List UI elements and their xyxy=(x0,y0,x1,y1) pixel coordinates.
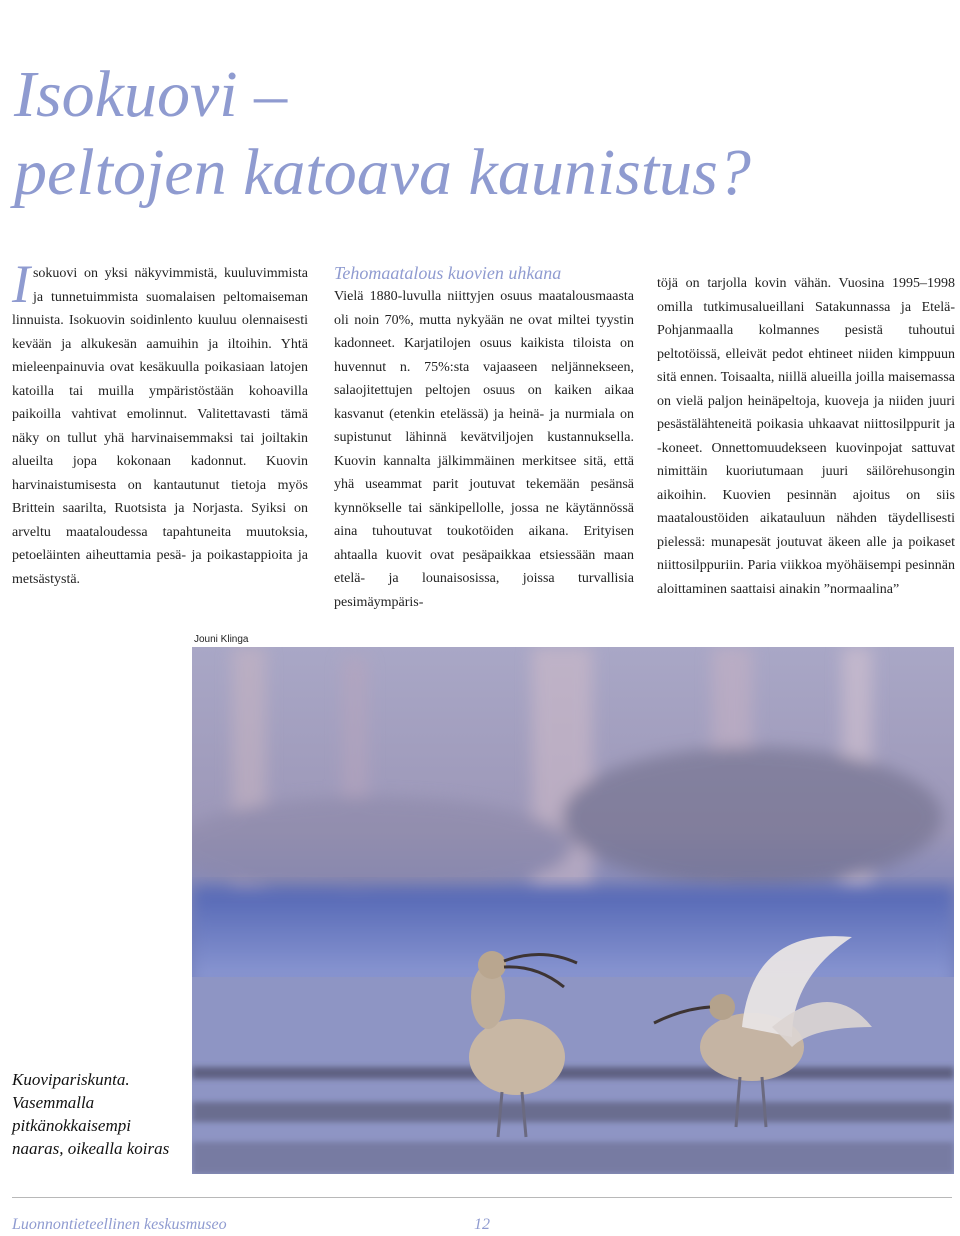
title-line-1: Isokuovi – xyxy=(14,58,288,131)
photo-credit: Jouni Klinga xyxy=(194,634,249,645)
section-column xyxy=(334,262,634,614)
continuation-text: töjä on tarjolla kovin vähän. Vuosina 1995–1998 omilla tutkimusalueillani Satakunnassa ja Etelä-Pohjanmaalla kolmannes pesistä tuhoutui peltotöissä, elleivät pedot ehtineet niiden kimppuun sitä ennen. Toisaalta, niillä alueilla joilla maisemassa on vielä paljon heinäpeltoja, kuoveja ja niiden juuri pesästälähteneitä poikasia uhkaavat niittosilppurit ja -koneet. Onnettomuudekseen kuovinpojat sattuvat nimittäin kuoriutumaan juuri säilörehusongin aikoihin. Kuovien pesinnän ajoitus on siis maataloustöiden aikatauluun nähden täydellisesti pielessä: munapesät joutuvat äkeen alle ja poikaset niittosilppuriin. Paria viikkoa myöhäisempi pesinnän aloittaminen saattaisi ainakin ”normaalina” xyxy=(657,276,955,597)
section-heading: Tehomaatalous kuovien uhkana xyxy=(334,263,562,283)
page-number: 12 xyxy=(474,1216,490,1233)
curlew-photo xyxy=(192,647,954,1174)
section-text: Vielä 1880-luvulla niittyjen osuus maatalousmaasta oli noin 70%, mutta nykyään ne ovat miltei tyystin kadonneet. Karjatilojen osuus kaikista tiloista on huvennut n. 75%:sta vajaaseen neljännekseen, salaojitettujen peltojen osuus on kaiken aikaa kasvanut (etenkin etelässä) ja heinä- ja nurmiala on supistunut lähinnä kevätviljojen kustannuksella. Kuovin kannalta jälkimmäinen merkitsee sitä, että yhä useammat parit joutuvat tekemään pesänsä kynnökselle tai sänkipellolle, jossa ne käytännössä aina tuhoutuvat toukotöiden aikana. Erityisen ahtaalla kuovit ovat pesäpaikkaa etsiessään maan etelä- ja lounaisosissa, joissa turvallisia pesimäympäris- xyxy=(334,289,634,610)
footer-divider xyxy=(12,1197,952,1198)
footer-publisher: Luonnontieteellinen keskusmuseo xyxy=(12,1216,227,1233)
continuation-column xyxy=(657,272,955,601)
article-title xyxy=(14,56,914,212)
intro-text: sokuovi on yksi näkyvimmistä, kuuluvimmista ja tunnetuimmista suomalaisen peltomaiseman linnuista. Isokuovin soidinlento kuuluu olennaisesti kevään ja alkukesän aamuihin ja iltoihin. Yhtä mieleenpainuvia ovat kesäkuulla poikasiaan latojen katoilla tai muilla ympäristöstään kohoavilla paikoilla vahtivat emolinnut. Valitettavasti tämä näky on tullut yhä harvinaisemmaksi tai joiltakin alueilta jopa kokonaan kadonnut. Kuovin harvinaistumisesta on kantautunut tietoja myös Brittein saarilta, Ruotsista ja Norjasta. Syiksi on arveltu maataloudessa tapahtuneita muutoksia, petoeläinten aiheuttamia pesä- ja poikastappioita ja metsästystä. xyxy=(12,266,308,587)
intro-column xyxy=(12,254,308,591)
title-line-2: peltojen katoava kaunistus? xyxy=(14,136,751,209)
drop-cap: I xyxy=(12,254,30,314)
curlew-photo-illustration xyxy=(192,647,954,1174)
photo-caption: Kuovipariskunta. Vasemmalla pitkänokkaisempi naaras, oikealla koiras xyxy=(12,1070,170,1158)
